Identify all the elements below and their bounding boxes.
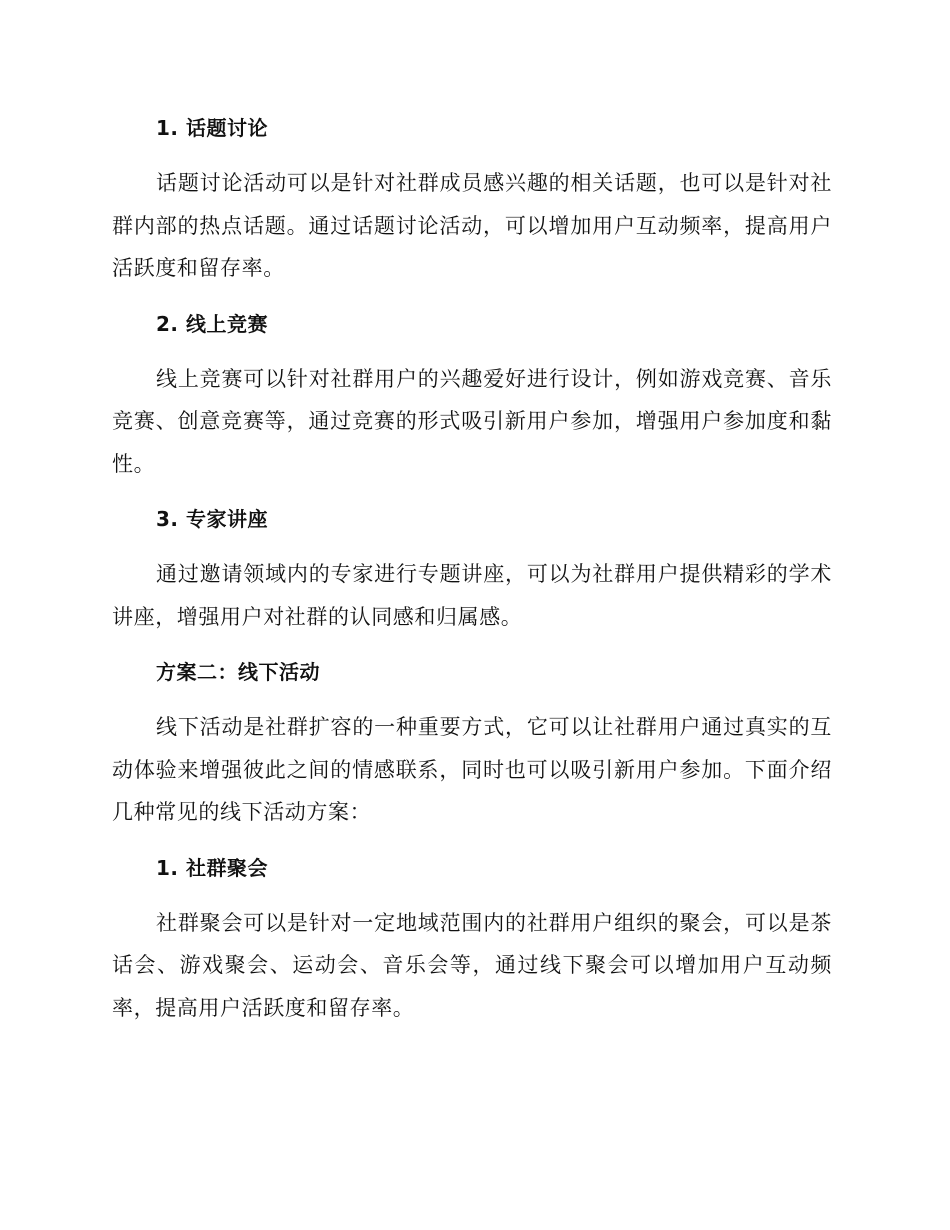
section-body-expert-lecture: 通过邀请领域内的专家进行专题讲座，可以为社群用户提供精彩的学术讲座，增强用户对社群的认同感和归属感。 [112, 562, 832, 629]
section-body-topic-discussion: 话题讨论活动可以是针对社群成员感兴趣的相关话题，也可以是针对社群内部的热点话题。通过话题讨论活动，可以增加用户互动频率，提高用户活跃度和留存率。 [112, 171, 832, 280]
section-body-community-gathering: 社群聚会可以是针对一定地域范围内的社群用户组织的聚会，可以是茶话会、游戏聚会、运动会、音乐会等，通过线下聚会可以增加用户互动频率，提高用户活跃度和留存率。 [112, 910, 832, 1020]
section-heading-offline-activities: 方案二：线下活动 [156, 660, 320, 684]
section-heading-community-gathering: 1. 社群聚会 [156, 855, 268, 880]
section-heading-online-contest: 2. 线上竞赛 [156, 311, 268, 336]
section-heading-expert-lecture: 3. 专家讲座 [156, 507, 268, 531]
document-content [112, 112, 832, 1029]
section-heading-topic-discussion: 1. 话题讨论 [156, 116, 268, 140]
section-body-online-contest: 线上竞赛可以针对社群用户的兴趣爱好进行设计，例如游戏竞赛、音乐竞赛、创意竞赛等，通过竞赛的形式吸引新用户参加，增强用户参加度和黏性。 [112, 366, 832, 476]
section-body-offline-activities: 线下活动是社群扩容的一种重要方式，它可以让社群用户通过真实的互动体验来增强彼此之间的情感联系，同时也可以吸引新用户参加。下面介绍几种常见的线下活动方案： [112, 715, 832, 824]
